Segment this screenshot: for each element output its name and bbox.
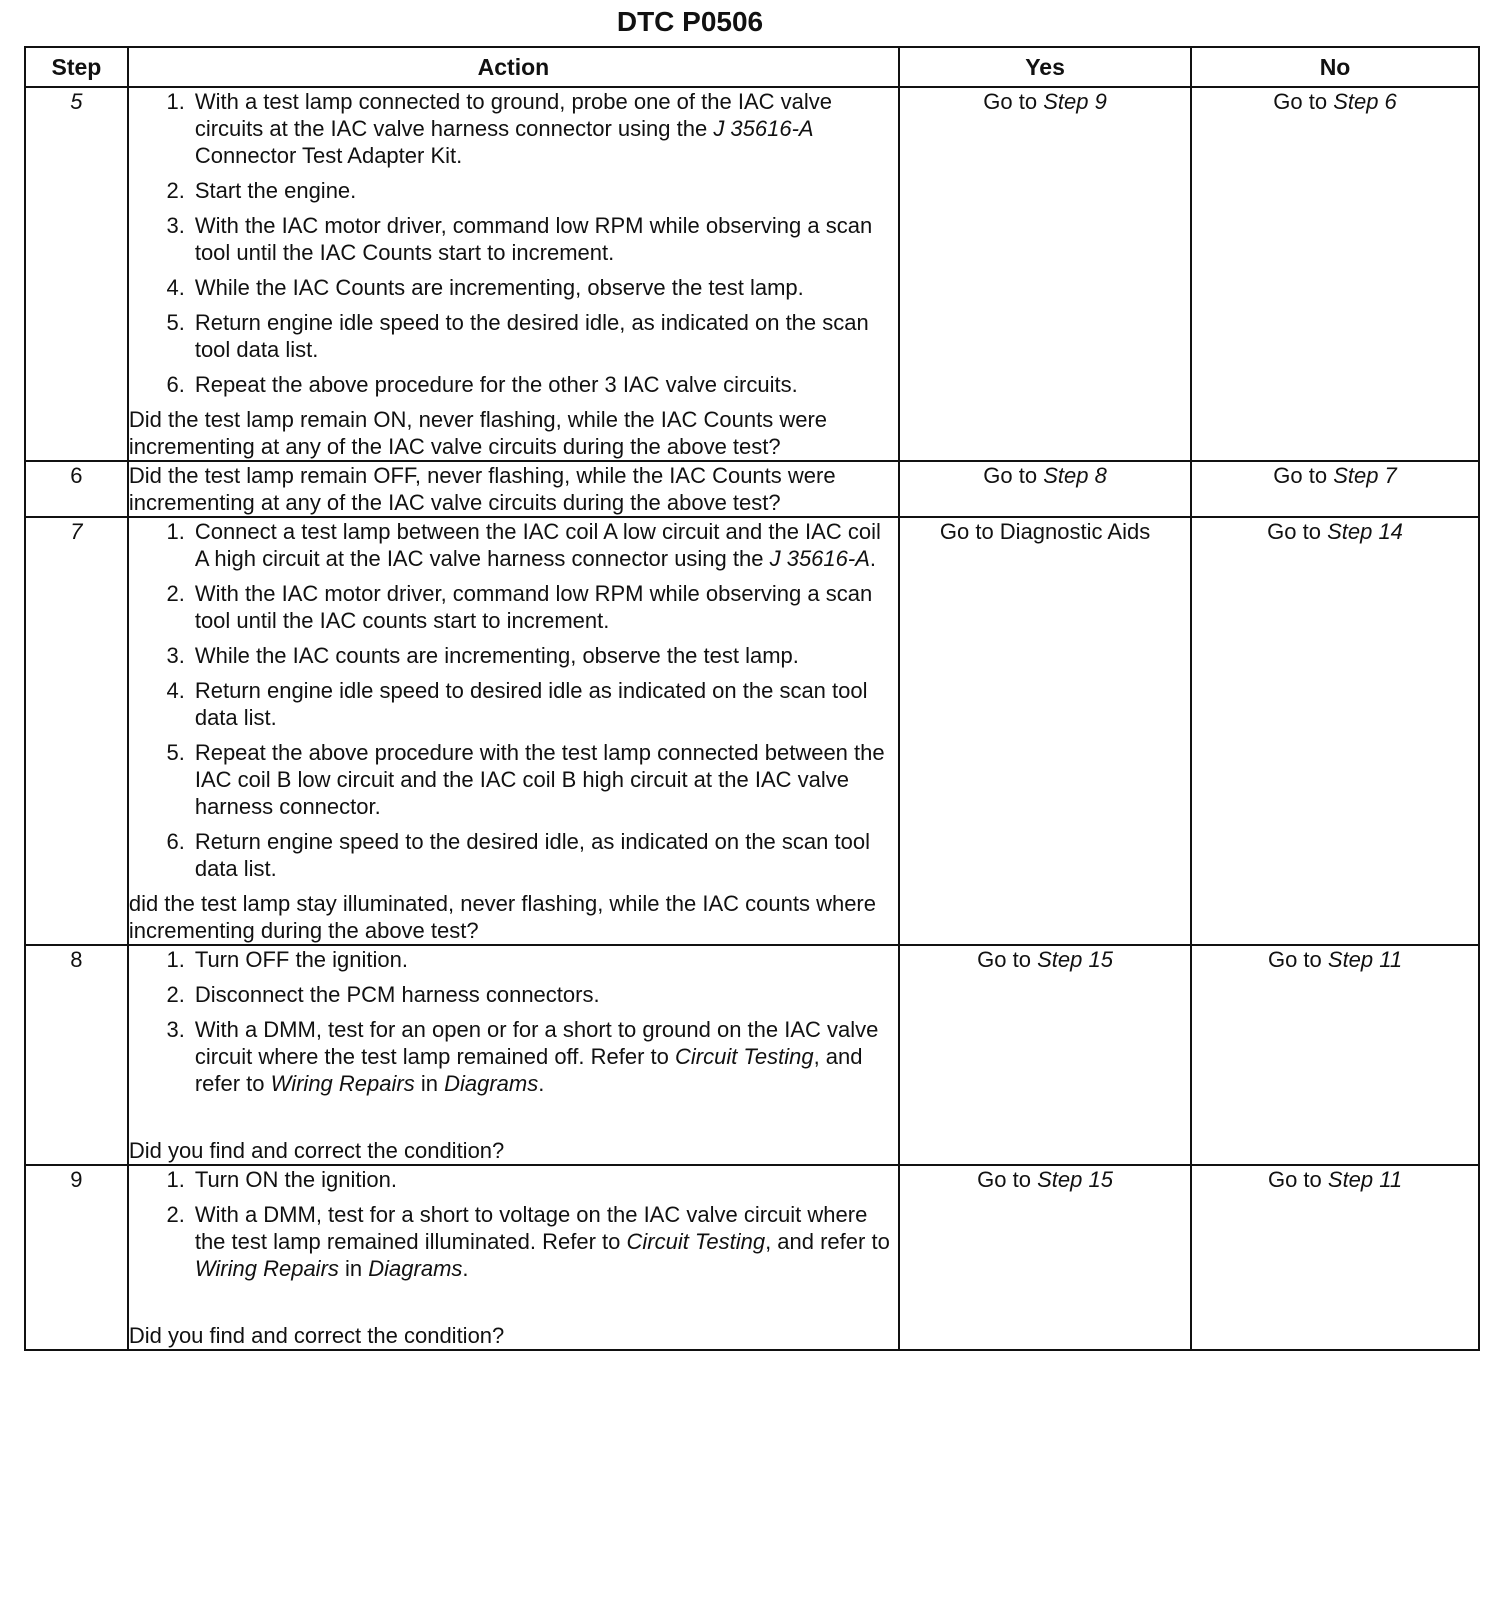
table-row-step-6 — [25, 461, 1479, 517]
no-cell: Go to Step 14 — [1191, 517, 1479, 945]
list-item: 6. Return engine speed to the desired idle, as indicated on the scan tool data list. — [166, 829, 870, 881]
list-item: 1. With a test lamp connected to ground, probe one of the IAC valve circuits at the IAC valve harness connector using the J 35616-A Connector Test Adapter Kit. — [166, 89, 832, 168]
action-list — [129, 88, 898, 398]
step-number: 7 — [25, 517, 128, 945]
header-no: No — [1191, 47, 1479, 87]
action-cell — [128, 945, 899, 1165]
question-text: did the test lamp stay illuminated, never flashing, while the IAC counts where incrementing during the above test? — [128, 891, 876, 943]
list-item: 3. While the IAC counts are incrementing, observe the test lamp. — [166, 643, 799, 668]
action-cell — [128, 461, 899, 517]
list-item: 2. With the IAC motor driver, command low RPM while observing a scan tool until the IAC counts start to increment. — [166, 581, 873, 633]
action-cell — [128, 87, 899, 461]
step-number: 6 — [25, 461, 128, 517]
yes-cell: Go to Diagnostic Aids — [899, 517, 1191, 945]
question-text: Did the test lamp remain OFF, never flashing, while the IAC Counts were incrementing at any of the IAC valve circuits during the above test? — [128, 463, 836, 515]
list-item: 2. Start the engine. — [166, 178, 357, 203]
no-cell: Go to Step 6 — [1191, 87, 1479, 461]
list-item: 3. With the IAC motor driver, command low RPM while observing a scan tool until the IAC Counts start to increment. — [166, 213, 873, 265]
list-item: 1. Connect a test lamp between the IAC coil A low circuit and the IAC coil A high circuit at the IAC valve harness connector using the J 35616-A. — [166, 519, 881, 571]
yes-cell: Go to Step 8 — [899, 461, 1191, 517]
list-item: 3. With a DMM, test for an open or for a short to ground on the IAC valve circuit where the test lamp remained off. Refer to Circuit Testing, and refer to Wiring Repairs in Diagrams. — [166, 1017, 879, 1096]
list-item: 2. With a DMM, test for a short to voltage on the IAC valve circuit where the test lamp remained illuminated. Refer to Circuit Testing, and refer to Wiring Repairs in Diagrams. — [166, 1202, 890, 1281]
action-list — [129, 1166, 898, 1282]
header-action: Action — [128, 47, 899, 87]
table-row-step-8 — [25, 945, 1479, 1165]
question-text: Did you find and correct the condition? — [128, 1323, 505, 1348]
header-step: Step — [25, 47, 128, 87]
list-item: 5. Repeat the above procedure with the test lamp connected between the IAC coil B low circuit and the IAC coil B high circuit at the IAC valve harness connector. — [166, 740, 885, 819]
table-row-step-5 — [25, 87, 1479, 461]
yes-cell: Go to Step 15 — [899, 945, 1191, 1165]
yes-cell: Go to Step 15 — [899, 1165, 1191, 1350]
yes-cell: Go to Step 9 — [899, 87, 1191, 461]
no-cell: Go to Step 11 — [1191, 945, 1479, 1165]
page-title: DTC P0506 — [616, 6, 764, 37]
list-item: 2. Disconnect the PCM harness connectors. — [166, 982, 600, 1007]
action-list — [129, 946, 898, 1097]
list-item: 5. Return engine idle speed to the desired idle, as indicated on the scan tool data list. — [166, 310, 869, 362]
list-item: 1. Turn OFF the ignition. — [166, 947, 408, 972]
no-cell: Go to Step 11 — [1191, 1165, 1479, 1350]
action-cell — [128, 1165, 899, 1350]
list-item: 1. Turn ON the ignition. — [166, 1167, 397, 1192]
step-number: 5 — [25, 87, 128, 461]
table-row-step-9 — [25, 1165, 1479, 1350]
action-cell — [128, 517, 899, 945]
step-number: 9 — [25, 1165, 128, 1350]
question-text: Did you find and correct the condition? — [128, 1138, 505, 1163]
list-item: 4. While the IAC Counts are incrementing, observe the test lamp. — [166, 275, 804, 300]
table-row-step-7 — [25, 517, 1479, 945]
header-row — [25, 47, 1479, 87]
list-item: 6. Repeat the above procedure for the other 3 IAC valve circuits. — [166, 372, 798, 397]
question-text: Did the test lamp remain ON, never flashing, while the IAC Counts were incrementing at any of the IAC valve circuits during the above test? — [128, 407, 828, 459]
action-list — [129, 518, 898, 882]
list-item: 4. Return engine idle speed to desired idle as indicated on the scan tool data list. — [166, 678, 868, 730]
header-yes: Yes — [899, 47, 1191, 87]
no-cell: Go to Step 7 — [1191, 461, 1479, 517]
step-number: 8 — [25, 945, 128, 1165]
diagnostic-table — [24, 46, 1480, 1351]
